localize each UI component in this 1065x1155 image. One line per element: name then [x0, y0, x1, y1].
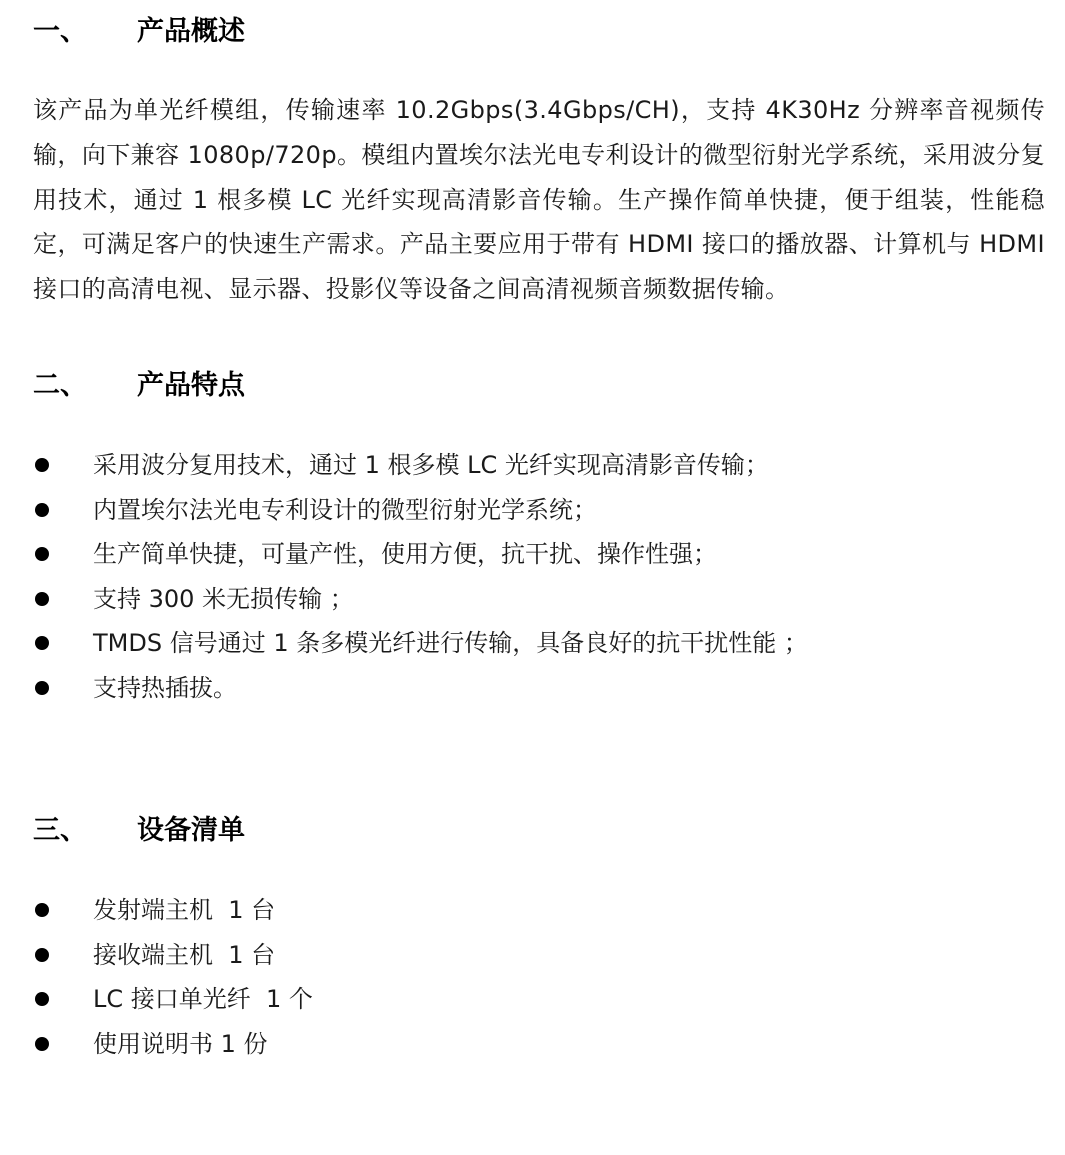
- list-item: [33, 888, 313, 933]
- bullet-icon: [35, 636, 49, 650]
- section-number: 一、: [33, 15, 87, 47]
- bullet-icon: [35, 948, 49, 962]
- list-item-text: 采用波分复用技术，通过 1 根多模 LC 光纤实现高清影音传输；: [93, 451, 769, 479]
- bullet-icon: [35, 681, 49, 695]
- section-title: 产品特点: [137, 369, 245, 401]
- list-item: [33, 977, 313, 1022]
- bullet-icon: [35, 458, 49, 472]
- bullet-icon: [35, 992, 49, 1006]
- list-item-text: 生产简单快捷，可量产性，使用方便，抗干扰、操作性强；: [93, 540, 717, 569]
- list-item: [33, 488, 808, 533]
- bullet-icon: [35, 503, 49, 517]
- section-number: 三、: [33, 814, 87, 846]
- list-item-text: 支持热插拔。: [93, 673, 237, 702]
- features-list: [33, 443, 808, 711]
- list-item: [33, 577, 808, 622]
- list-item: [33, 1022, 313, 1067]
- list-item: [33, 666, 808, 711]
- list-item-text: 内置埃尔法光电专利设计的微型衍射光学系统；: [93, 495, 597, 524]
- bullet-icon: [35, 547, 49, 561]
- bullet-icon: [35, 1037, 49, 1051]
- list-item: [33, 933, 313, 978]
- list-item-text: 接收端主机 1 台: [93, 940, 276, 969]
- section-heading-overview: [33, 8, 245, 48]
- bullet-icon: [35, 592, 49, 606]
- list-item: [33, 443, 808, 488]
- equipment-list: [33, 888, 313, 1066]
- list-item: [33, 532, 808, 577]
- section-title: 产品概述: [137, 15, 245, 47]
- list-item: [33, 621, 808, 666]
- list-item-text: LC 接口单光纤 1 个: [93, 985, 313, 1014]
- section-number: 二、: [33, 369, 87, 401]
- section-title: 设备清单: [137, 814, 245, 846]
- list-item-text: 发射端主机 1 台: [93, 896, 276, 924]
- list-item-text: TMDS 信号通过 1 条多模光纤进行传输，具备良好的抗干扰性能 ；: [93, 629, 808, 658]
- list-item-text: 使用说明书 1 份: [93, 1029, 268, 1058]
- bullet-icon: [35, 903, 49, 917]
- section-heading-equipment: [33, 807, 245, 847]
- overview-paragraph: 该产品为单光纤模组，传输速率 10.2Gbps(3.4Gbps/CH)，支持 4K30Hz 分辨率音视频传输，向下兼容 1080p/720p。模组内置埃尔法光电专利设计的微型衍射光学系统，采用波分复用技术，通过 1 根多模 LC 光纤实现高清影音传输。生产操作简单快捷，便于组装，性能稳定，可满足客户的快速生产需求。产品主要应用于带有 HDMI 接口的播放器、计算机与 HDMI 接口的高清电视、显示器、投影仪等设备之间高清视频音频数据传输。: [33, 96, 1045, 304]
- section-heading-features: [33, 362, 245, 402]
- list-item-text: 支持 300 米无损传输 ；: [93, 584, 354, 613]
